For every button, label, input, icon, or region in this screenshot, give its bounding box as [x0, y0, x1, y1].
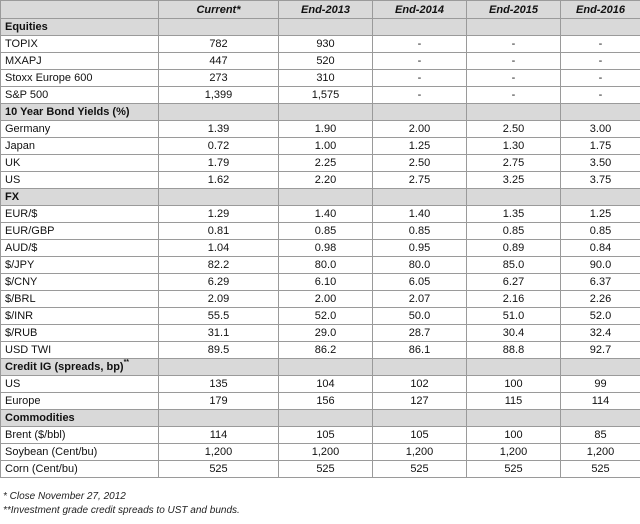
value-cell: 1.04 — [159, 240, 279, 257]
value-cell: 6.37 — [561, 274, 640, 291]
value-cell: 82.2 — [159, 257, 279, 274]
section-empty-cell — [467, 359, 561, 376]
table-row — [1, 342, 640, 359]
value-cell: 1.29 — [159, 206, 279, 223]
value-cell: 930 — [279, 36, 373, 53]
value-cell: 1.79 — [159, 155, 279, 172]
value-cell: 520 — [279, 53, 373, 70]
value-cell: 86.2 — [279, 342, 373, 359]
value-cell: - — [467, 36, 561, 53]
row-label: Soybean (Cent/bu) — [1, 444, 159, 461]
value-cell: 100 — [467, 427, 561, 444]
value-cell: 99 — [561, 376, 640, 393]
value-cell: - — [467, 70, 561, 87]
value-cell: 0.85 — [279, 223, 373, 240]
value-cell: 1.35 — [467, 206, 561, 223]
header-cell-end-2015: End-2015 — [467, 1, 561, 19]
table-row — [1, 291, 640, 308]
table-row — [1, 223, 640, 240]
value-cell: 525 — [159, 461, 279, 478]
value-cell: 85 — [561, 427, 640, 444]
value-cell: 6.10 — [279, 274, 373, 291]
value-cell: 0.85 — [561, 223, 640, 240]
row-label: $/RUB — [1, 325, 159, 342]
value-cell: 135 — [159, 376, 279, 393]
row-label: $/CNY — [1, 274, 159, 291]
section-empty-cell — [373, 189, 467, 206]
value-cell: 3.00 — [561, 121, 640, 138]
table-row — [1, 138, 640, 155]
value-cell: 1,200 — [561, 444, 640, 461]
value-cell: 29.0 — [279, 325, 373, 342]
value-cell: 447 — [159, 53, 279, 70]
section-empty-cell — [159, 189, 279, 206]
value-cell: 156 — [279, 393, 373, 410]
value-cell: 1.90 — [279, 121, 373, 138]
section-row — [1, 19, 640, 36]
value-cell: 1.00 — [279, 138, 373, 155]
section-title — [1, 189, 159, 206]
value-cell: 105 — [373, 427, 467, 444]
section-row — [1, 104, 640, 121]
table-header — [1, 1, 640, 19]
section-empty-cell — [159, 359, 279, 376]
value-cell: 1.25 — [373, 138, 467, 155]
value-cell: 2.09 — [159, 291, 279, 308]
section-empty-cell — [467, 410, 561, 427]
footnote-credit-spreads: **Investment grade credit spreads to UST and bunds. — [3, 505, 240, 516]
value-cell: 273 — [159, 70, 279, 87]
table-body — [1, 19, 640, 478]
section-empty-cell — [279, 189, 373, 206]
value-cell: 0.84 — [561, 240, 640, 257]
value-cell: 85.0 — [467, 257, 561, 274]
value-cell: 2.20 — [279, 172, 373, 189]
value-cell: 525 — [561, 461, 640, 478]
value-cell: - — [561, 53, 640, 70]
value-cell: - — [467, 87, 561, 104]
section-empty-cell — [159, 410, 279, 427]
value-cell: 0.85 — [373, 223, 467, 240]
row-label: US — [1, 376, 159, 393]
section-empty-cell — [373, 19, 467, 36]
value-cell: 6.27 — [467, 274, 561, 291]
value-cell: 55.5 — [159, 308, 279, 325]
row-label: TOPIX — [1, 36, 159, 53]
table-row — [1, 308, 640, 325]
section-title — [1, 19, 159, 36]
value-cell: 2.26 — [561, 291, 640, 308]
value-cell: 2.25 — [279, 155, 373, 172]
value-cell: 1,200 — [373, 444, 467, 461]
value-cell: 2.00 — [373, 121, 467, 138]
value-cell: 50.0 — [373, 308, 467, 325]
value-cell: 782 — [159, 36, 279, 53]
table-row — [1, 121, 640, 138]
section-empty-cell — [279, 19, 373, 36]
section-empty-cell — [561, 19, 640, 36]
value-cell: 179 — [159, 393, 279, 410]
value-cell: - — [561, 87, 640, 104]
section-title-text: 10 Year Bond Yields (%) — [5, 106, 130, 118]
value-cell: 102 — [373, 376, 467, 393]
value-cell: 90.0 — [561, 257, 640, 274]
row-label: US — [1, 172, 159, 189]
table-row — [1, 427, 640, 444]
value-cell: - — [373, 87, 467, 104]
value-cell: 52.0 — [561, 308, 640, 325]
value-cell: 80.0 — [373, 257, 467, 274]
section-empty-cell — [373, 104, 467, 121]
table-row — [1, 274, 640, 291]
value-cell: - — [467, 53, 561, 70]
section-empty-cell — [561, 104, 640, 121]
section-title-text: FX — [5, 191, 20, 203]
header-row — [1, 1, 640, 19]
section-empty-cell — [467, 19, 561, 36]
row-label: Germany — [1, 121, 159, 138]
value-cell: 86.1 — [373, 342, 467, 359]
value-cell: 1.75 — [561, 138, 640, 155]
table-row — [1, 206, 640, 223]
value-cell: - — [373, 36, 467, 53]
value-cell: 114 — [159, 427, 279, 444]
section-empty-cell — [279, 104, 373, 121]
value-cell: 2.50 — [373, 155, 467, 172]
value-cell: 51.0 — [467, 308, 561, 325]
table-row — [1, 172, 640, 189]
row-label: MXAPJ — [1, 53, 159, 70]
row-label: UK — [1, 155, 159, 172]
value-cell: 1.30 — [467, 138, 561, 155]
value-cell: 0.89 — [467, 240, 561, 257]
value-cell: 28.7 — [373, 325, 467, 342]
table-row — [1, 240, 640, 257]
row-label: $/JPY — [1, 257, 159, 274]
value-cell: 525 — [279, 461, 373, 478]
value-cell: 80.0 — [279, 257, 373, 274]
row-label: USD TWI — [1, 342, 159, 359]
table-row — [1, 87, 640, 104]
table-row — [1, 376, 640, 393]
value-cell: - — [373, 70, 467, 87]
value-cell: 0.98 — [279, 240, 373, 257]
section-title-text: Commodities — [5, 412, 75, 424]
section-row — [1, 359, 640, 376]
value-cell: 104 — [279, 376, 373, 393]
row-label: Corn (Cent/bu) — [1, 461, 159, 478]
table-row — [1, 53, 640, 70]
value-cell: 2.75 — [373, 172, 467, 189]
row-label: EUR/$ — [1, 206, 159, 223]
footnotes — [3, 490, 240, 518]
value-cell: 0.81 — [159, 223, 279, 240]
header-cell-end-2013: End-2013 — [279, 1, 373, 19]
value-cell: 32.4 — [561, 325, 640, 342]
section-title — [1, 104, 159, 121]
value-cell: 525 — [467, 461, 561, 478]
value-cell: 1,200 — [159, 444, 279, 461]
value-cell: 127 — [373, 393, 467, 410]
section-title-text: Equities — [5, 21, 48, 33]
value-cell: 310 — [279, 70, 373, 87]
value-cell: - — [561, 36, 640, 53]
table-row — [1, 70, 640, 87]
value-cell: 6.29 — [159, 274, 279, 291]
table-row — [1, 155, 640, 172]
value-cell: 2.00 — [279, 291, 373, 308]
header-cell-end-2014: End-2014 — [373, 1, 467, 19]
value-cell: 1.39 — [159, 121, 279, 138]
row-label: Europe — [1, 393, 159, 410]
value-cell: 1.25 — [561, 206, 640, 223]
value-cell: 92.7 — [561, 342, 640, 359]
value-cell: 0.72 — [159, 138, 279, 155]
header-cell-blank — [1, 1, 159, 19]
value-cell: 6.05 — [373, 274, 467, 291]
section-row — [1, 189, 640, 206]
table-row — [1, 257, 640, 274]
value-cell: 525 — [373, 461, 467, 478]
section-title — [1, 359, 159, 376]
value-cell: 2.16 — [467, 291, 561, 308]
section-empty-cell — [373, 410, 467, 427]
value-cell: - — [561, 70, 640, 87]
section-empty-cell — [467, 189, 561, 206]
row-label: Japan — [1, 138, 159, 155]
section-title-text: Credit IG (spreads, bp) — [5, 361, 124, 373]
value-cell: 1.40 — [279, 206, 373, 223]
section-empty-cell — [279, 359, 373, 376]
row-label: AUD/$ — [1, 240, 159, 257]
value-cell: 2.07 — [373, 291, 467, 308]
value-cell: 1,575 — [279, 87, 373, 104]
section-empty-cell — [561, 189, 640, 206]
value-cell: 52.0 — [279, 308, 373, 325]
value-cell: 1.40 — [373, 206, 467, 223]
value-cell: 2.75 — [467, 155, 561, 172]
header-cell-current: Current* — [159, 1, 279, 19]
value-cell: 114 — [561, 393, 640, 410]
table-row — [1, 36, 640, 53]
row-label: $/INR — [1, 308, 159, 325]
section-empty-cell — [279, 410, 373, 427]
value-cell: 31.1 — [159, 325, 279, 342]
row-label: $/BRL — [1, 291, 159, 308]
row-label: Brent ($/bbl) — [1, 427, 159, 444]
value-cell: 1,200 — [467, 444, 561, 461]
section-empty-cell — [561, 410, 640, 427]
section-row — [1, 410, 640, 427]
section-title-footnote-mark: ** — [123, 359, 130, 366]
section-title — [1, 410, 159, 427]
row-label: Stoxx Europe 600 — [1, 70, 159, 87]
section-empty-cell — [467, 104, 561, 121]
value-cell: 115 — [467, 393, 561, 410]
table-row — [1, 461, 640, 478]
table-row — [1, 325, 640, 342]
table-row — [1, 393, 640, 410]
footnote-close-date: * Close November 27, 2012 — [3, 491, 126, 502]
value-cell: 89.5 — [159, 342, 279, 359]
value-cell: 88.8 — [467, 342, 561, 359]
row-label: S&P 500 — [1, 87, 159, 104]
section-empty-cell — [159, 19, 279, 36]
section-empty-cell — [561, 359, 640, 376]
table-row — [1, 444, 640, 461]
value-cell: 3.50 — [561, 155, 640, 172]
value-cell: - — [373, 53, 467, 70]
value-cell: 2.50 — [467, 121, 561, 138]
value-cell: 0.85 — [467, 223, 561, 240]
section-empty-cell — [373, 359, 467, 376]
value-cell: 30.4 — [467, 325, 561, 342]
value-cell: 0.95 — [373, 240, 467, 257]
header-cell-end-2016: End-2016 — [561, 1, 640, 19]
value-cell: 3.75 — [561, 172, 640, 189]
value-cell: 3.25 — [467, 172, 561, 189]
value-cell: 1.62 — [159, 172, 279, 189]
value-cell: 1,200 — [279, 444, 373, 461]
section-empty-cell — [159, 104, 279, 121]
value-cell: 105 — [279, 427, 373, 444]
value-cell: 1,399 — [159, 87, 279, 104]
value-cell: 100 — [467, 376, 561, 393]
row-label: EUR/GBP — [1, 223, 159, 240]
